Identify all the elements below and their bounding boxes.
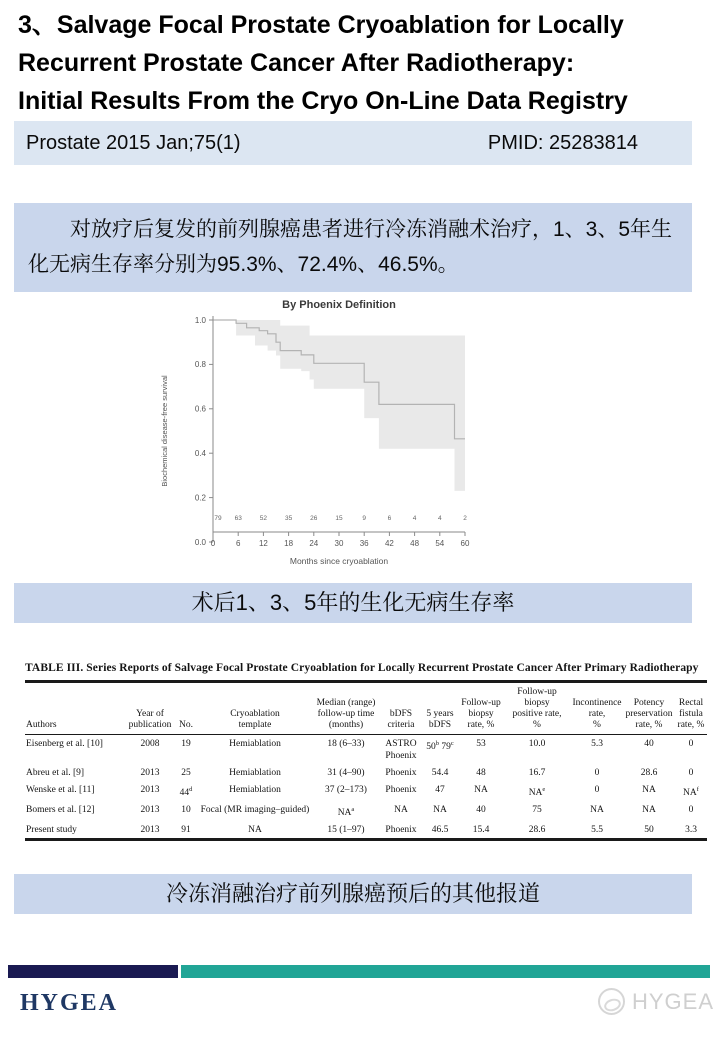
number-at-risk: 4 [412,515,417,522]
number-at-risk: 15 [335,515,343,522]
x-tick-label: 12 [258,539,268,548]
summary-text: 对放疗后复发的前列腺癌患者进行冷冻消融术治疗，1、3、5年生化无病生存率分别为95.3%、72.4%、46.5%。 [28,218,673,276]
pmid: PMID: 25283814 [487,131,638,154]
x-tick-label: 6 [235,539,241,548]
watermark [598,988,714,1015]
column-header: Incontinence rate, % [571,682,623,735]
km-confidence-band [213,320,465,491]
x-tick-label: 42 [384,539,394,548]
column-header: Cryoablation template [199,682,311,735]
title-line-1: 3、Salvage Focal Prostate Cryoablation for Locally [18,11,624,39]
column-header: Follow-up biopsy rate, % [459,682,503,735]
number-at-risk: 63 [234,515,242,522]
y-tick-label: 0.4 [194,449,206,458]
table-row: Bomers et al. [12] 2013 10 Focal (MR imaging–guided) $NA^a$ NA NA 40 75 NA NA 0 [26,805,694,819]
column-header: Median (range) follow-up time (months) [311,682,381,735]
number-at-risk: 35 [284,515,293,522]
x-tick-label: 54 [435,539,445,548]
km-survival-chart [153,292,545,582]
x-tick-label: 0 [210,539,216,548]
column-header: Potency preservation rate, % [623,682,675,735]
number-at-risk: 2 [463,515,467,522]
column-header: Follow-up biopsy positive rate, % [503,682,571,735]
journal-bar [14,121,692,165]
table-row: Abreu et al. [9] 2013 25 Hemiablation 31 (4–90) Phoenix 54.4 48 16.7 0 28.6 0 [26,768,694,778]
x-tick-label: 60 [460,539,470,548]
km-chart-svg [153,292,545,582]
column-header: No. [173,682,199,735]
number-at-risk: 52 [259,515,268,522]
table-row: Wenske et al. [11] 2013 44$^d$ Hemiablation 37 (2–173) Phoenix 47 NA $NA^e$ 0 NA $NA^f$ [26,785,699,799]
figure-caption: 术后1、3、5年的生化无病生存率 [14,583,692,623]
y-tick-label: 0.8 [194,360,206,370]
x-tick-label: 36 [359,539,369,548]
watermark-text: HYGEA [632,988,715,1014]
table-caption: 冷冻消融治疗前列腺癌预后的其他报道 [14,874,692,914]
table-row: Present study 2013 91 NA 15 (1–97) Phoenix 46.5 15.4 28.6 5.5 50 3.3 [26,825,697,836]
number-at-risk: 6 [387,515,392,522]
y-axis-label: Biochemical disease-free survival [160,375,169,487]
x-tick-label: 30 [334,539,344,548]
column-header: 5 years bDFS [421,682,459,735]
x-tick-label: 18 [284,539,294,548]
y-tick-label: 1.0 [194,315,206,325]
table-row: Eisenberg et al. [10] 2008 19 Hemiablation 18 (6–33) ASTRO Phoenix 50$^b$ 79$^c$ 53 10.0 5.3 40 0 [26,739,694,761]
y-tick-label: 0.2 [194,493,206,503]
footer-bar-navy [8,965,178,978]
y-tick-label: 0.6 [194,404,206,414]
results-table-wrap [25,662,707,841]
x-tick-label: 48 [410,539,420,548]
number-at-risk: 26 [310,515,318,522]
column-header: bDFS criteria [381,682,421,735]
x-axis-label: Months since cryoablation [289,556,389,566]
column-header: Authors [25,682,127,735]
column-header: Year of publication [127,682,173,735]
column-header: Rectal fistula rate, % [675,682,707,735]
number-at-risk: 79 [214,515,222,522]
page-title [18,6,712,120]
footer-bar-teal [181,965,710,978]
x-tick-label: 24 [309,539,319,548]
brand-logo: HYGEA [20,990,119,1016]
title-line-3: Initial Results From the Cryo On-Line Data Registry [18,87,628,115]
chart-title: By Phoenix Definition [282,299,396,311]
number-at-risk: 4 [437,515,442,522]
table-title: TABLE III. Series Reports of Salvage Focal Prostate Cryoablation for Locally Recurrent Prostate Cancer After Primary Radiotherapy [25,662,699,674]
number-at-risk: 9 [362,515,367,522]
title-line-2: Recurrent Prostate Cancer After Radiotherapy: [18,49,575,77]
table-header-row [25,682,707,735]
y-tick-label: 0.0 [194,537,206,547]
watermark-logo-icon [598,988,625,1015]
results-table [25,680,707,841]
summary-box [14,203,692,292]
journal-citation: Prostate 2015 Jan;75(1) [26,131,241,154]
